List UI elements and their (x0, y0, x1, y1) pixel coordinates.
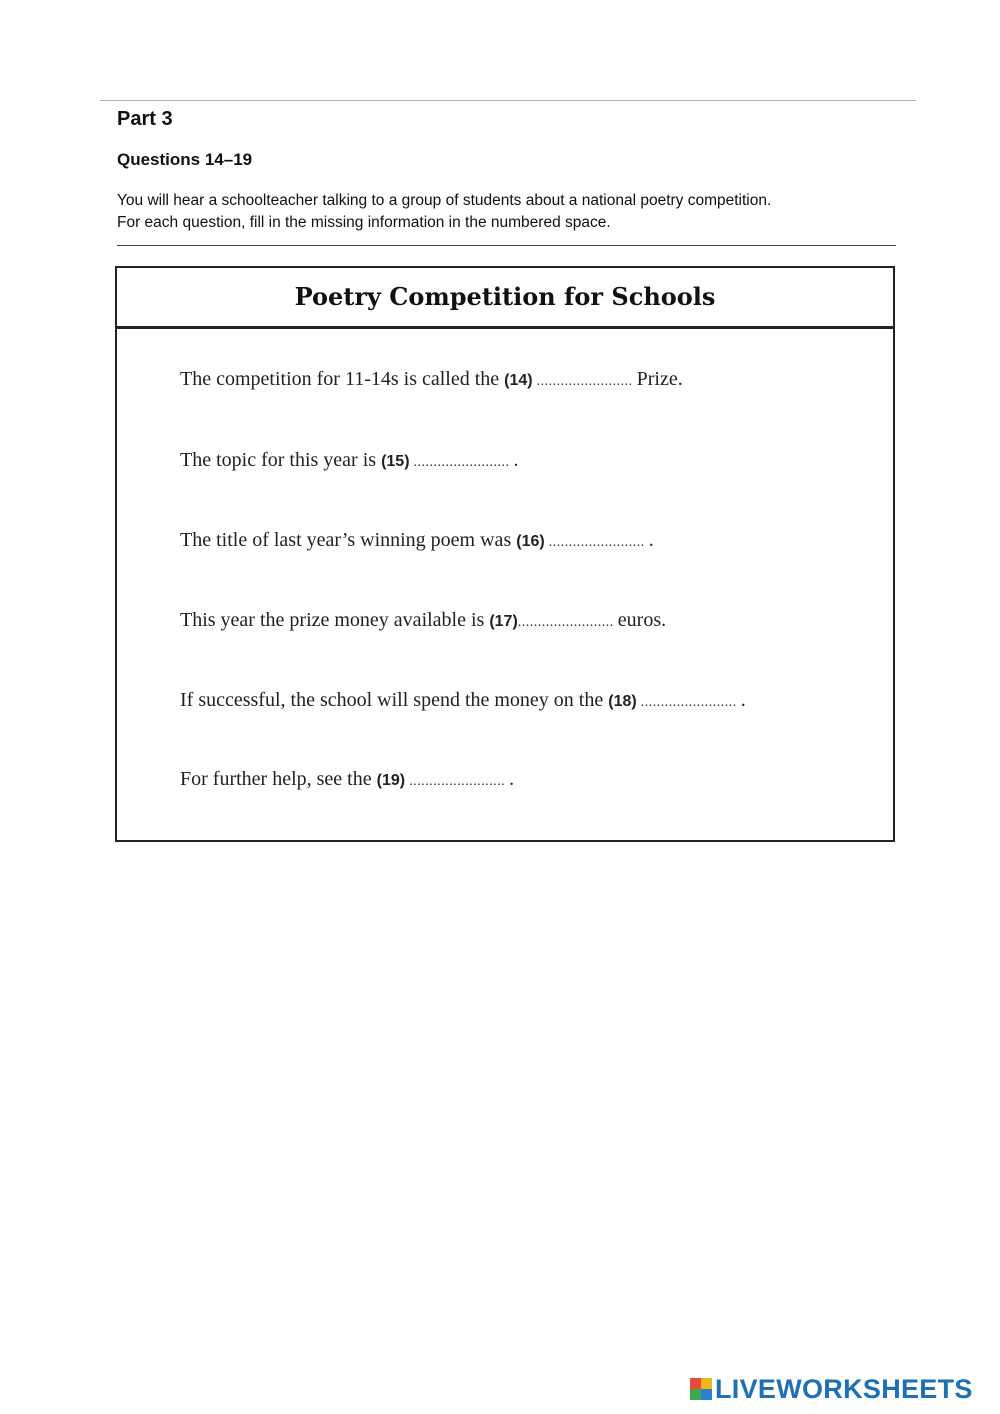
question-line-19 (180, 768, 514, 791)
logo-tile (690, 1378, 701, 1389)
instructions-line-1: You will hear a schoolteacher talking to a group of students about a national poetry competition. (117, 192, 772, 209)
liveworksheets-icon (690, 1378, 712, 1400)
answer-blank[interactable]: ........................ (532, 374, 637, 389)
question-text: This year the prize money available is (180, 609, 490, 631)
questions-heading: Questions 14–19 (117, 150, 253, 169)
question-number: (16) (516, 533, 545, 550)
instructions-line-2: For each question, fill in the missing information in the numbered space. (117, 214, 611, 231)
question-text: The title of last year’s winning poem was (180, 529, 517, 551)
logo-tile (690, 1389, 701, 1400)
box-title: Poetry Competition for Schools (117, 268, 893, 329)
question-number: (18) (608, 693, 637, 710)
question-number: (14) (504, 372, 533, 389)
question-line-14 (180, 368, 683, 391)
question-line-15 (180, 449, 519, 472)
brand-name: LIVEWORKSHEETS (715, 1373, 973, 1404)
question-suffix: . (740, 689, 746, 711)
question-line-17 (180, 609, 666, 632)
logo-tile (701, 1378, 712, 1389)
logo-tile (701, 1389, 712, 1400)
question-suffix: . (513, 449, 519, 471)
question-text: If successful, the school will spend the money on the (180, 689, 609, 711)
question-text: For further help, see the (180, 768, 377, 790)
question-suffix: euros. (617, 609, 667, 631)
question-text: The topic for this year is (180, 449, 382, 471)
question-line-18 (180, 689, 746, 712)
answer-blank[interactable]: ........................ (409, 455, 514, 470)
liveworksheets-logo[interactable] (690, 1374, 973, 1404)
question-suffix: . (509, 768, 515, 790)
question-line-16 (180, 529, 654, 552)
question-number: (17) (489, 613, 518, 630)
question-number: (19) (376, 772, 406, 789)
competition-box (115, 266, 895, 842)
answer-blank[interactable]: ........................ (636, 695, 741, 710)
question-suffix: Prize. (636, 368, 683, 390)
answer-blank[interactable]: ........................ (544, 535, 649, 550)
question-suffix: . (648, 529, 654, 551)
answer-blank[interactable]: ........................ (517, 615, 618, 630)
answer-blank[interactable]: ........................ (405, 774, 510, 789)
question-text: The competition for 11-14s is called the (180, 368, 505, 390)
instructions (117, 190, 771, 234)
top-divider (100, 100, 916, 101)
instructions-divider (117, 245, 896, 246)
part-title: Part 3 (117, 108, 173, 130)
question-number: (15) (381, 453, 410, 470)
